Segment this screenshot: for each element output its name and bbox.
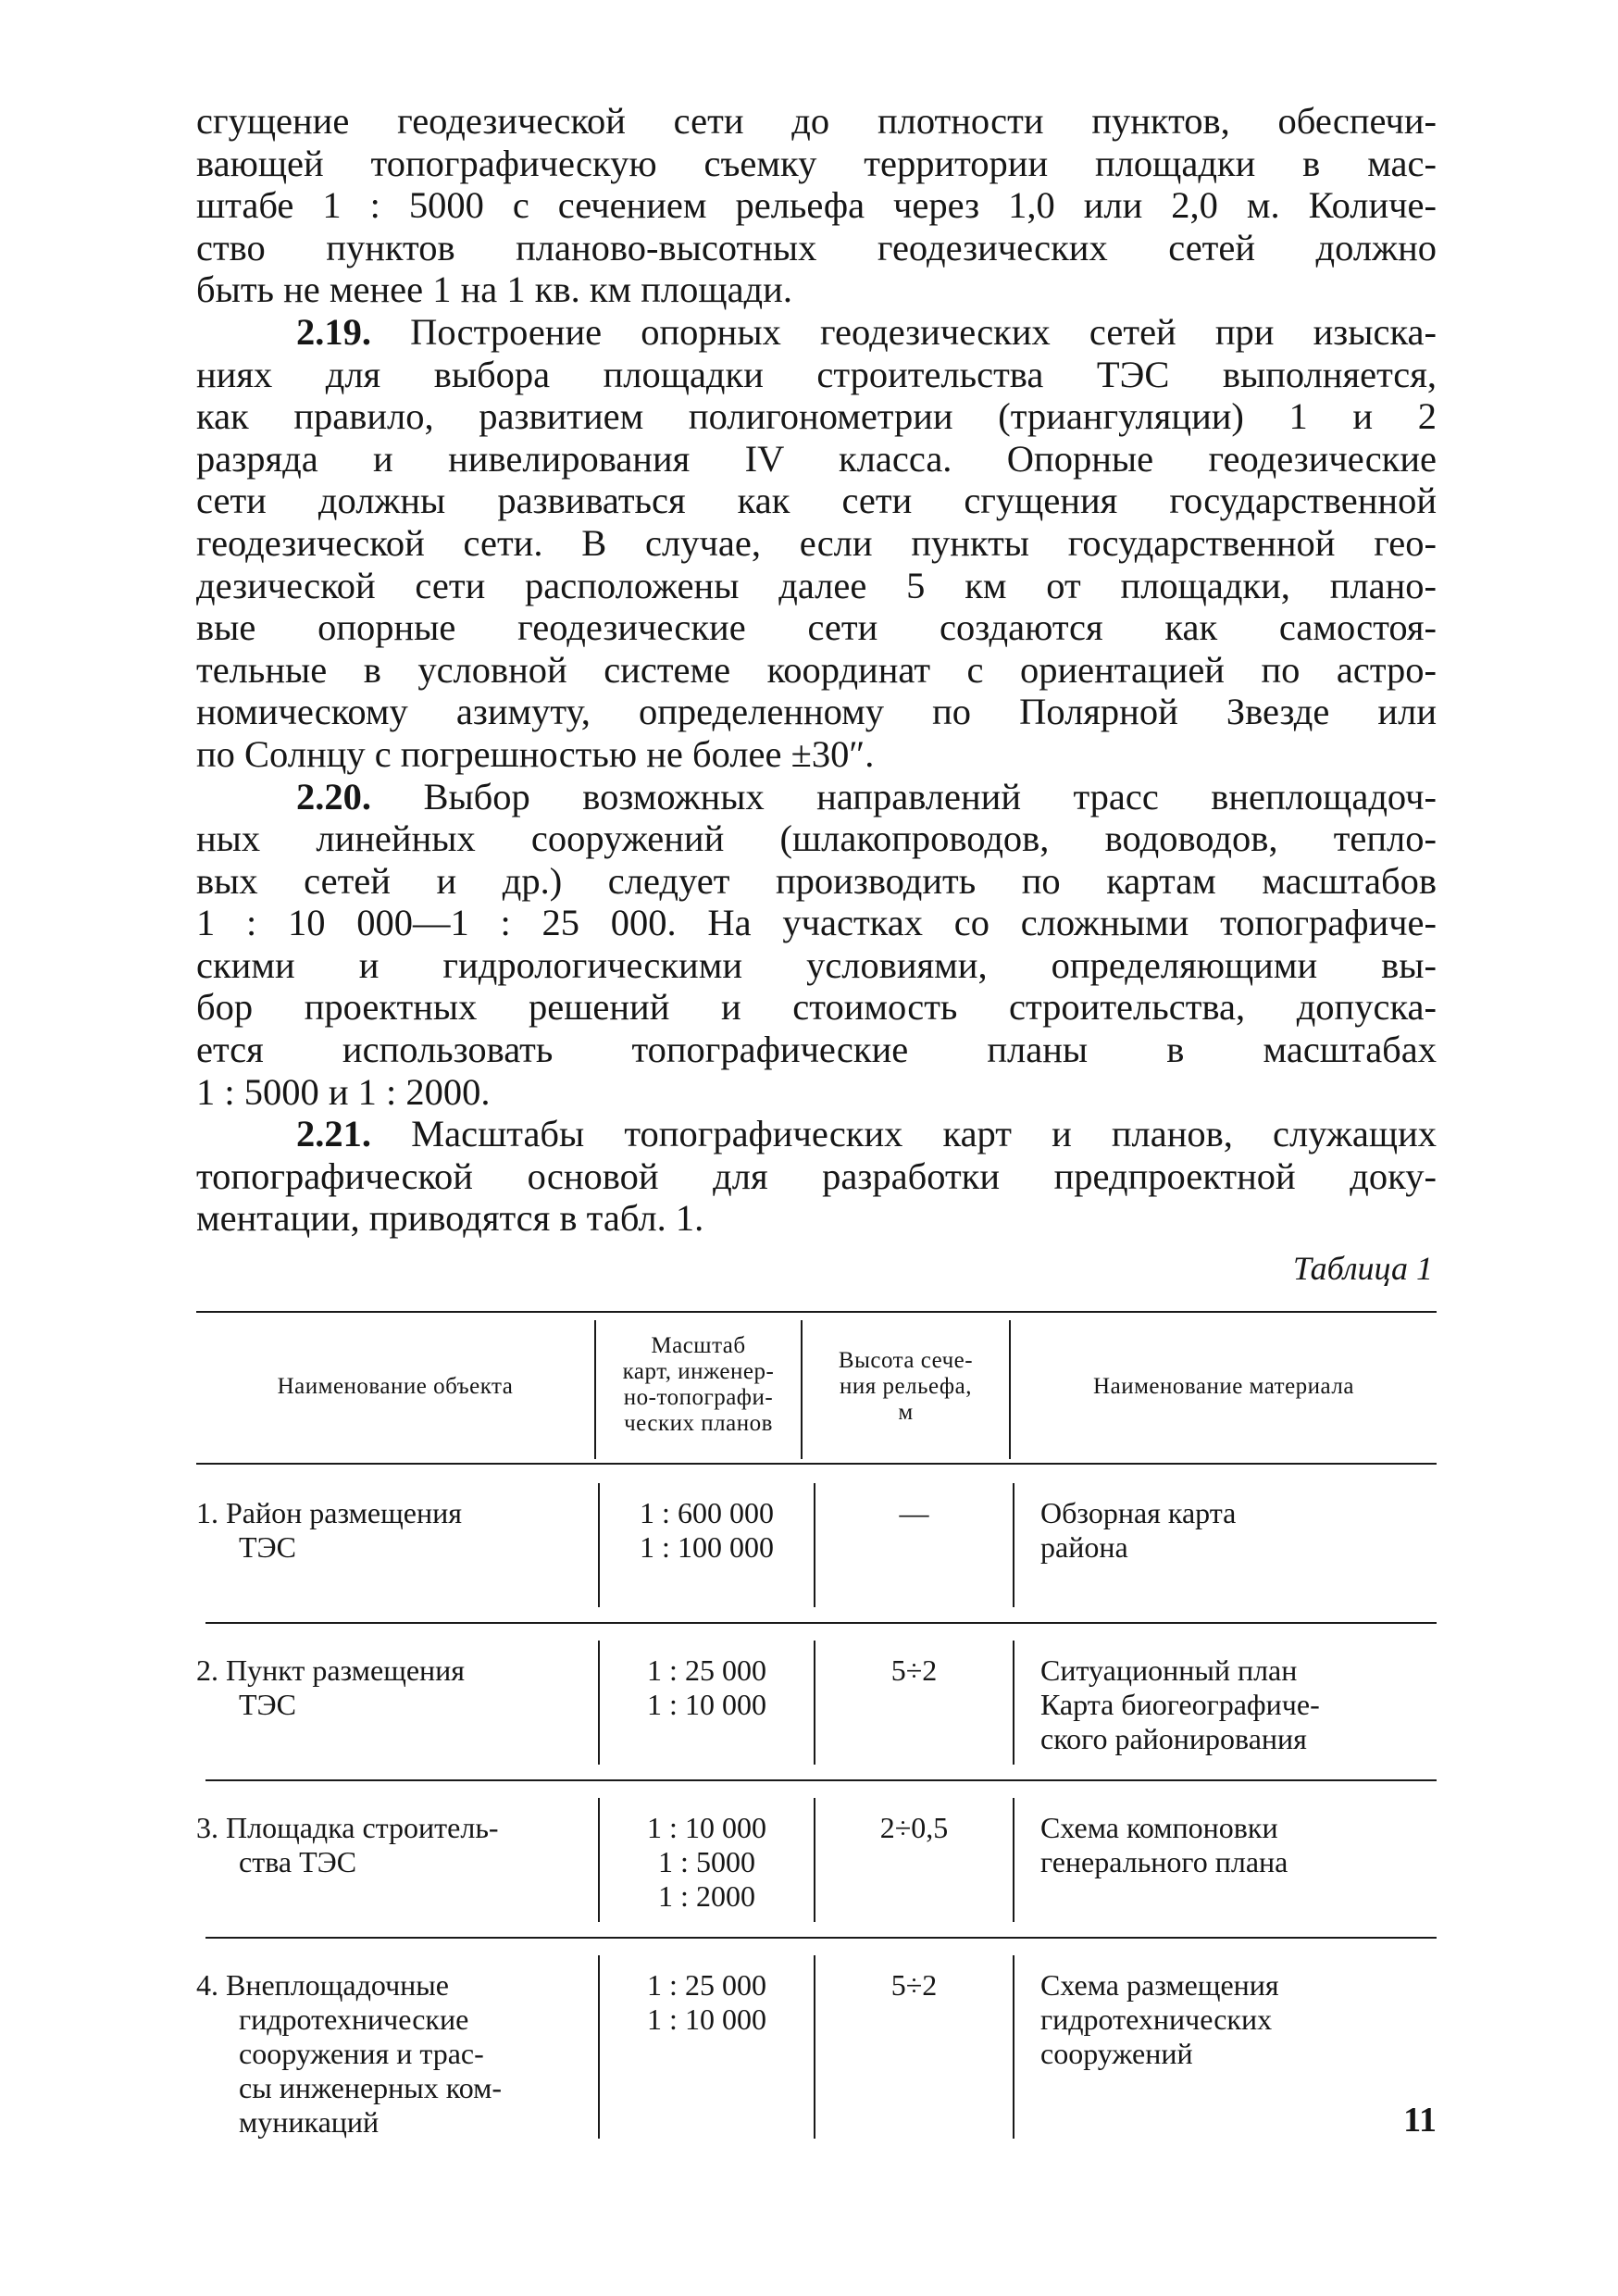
cell-line: Схема размещения xyxy=(1040,1968,1279,2002)
text-line xyxy=(196,184,1437,227)
text-line-content: штабе 1 : 5000 с сечением рельефа через 1,0 или 2,0 м. Количе- xyxy=(196,184,1437,227)
text-line xyxy=(196,565,1437,607)
text-line xyxy=(196,1155,1437,1198)
text-line xyxy=(196,1029,1437,1071)
page-number: 11 xyxy=(1403,2101,1437,2140)
header-height-line: ния рельефа, xyxy=(840,1374,972,1399)
cell-line: 4. Внеплощадочные xyxy=(196,1968,449,2002)
text-line-content: топографической основой для разработки предпроектной доку- xyxy=(196,1154,1437,1197)
cell-line: Обзорная карта xyxy=(1040,1496,1237,1529)
header-height xyxy=(803,1348,1009,1426)
cell-line: сооружения и трас- xyxy=(239,2037,484,2070)
text-line xyxy=(196,606,1437,649)
row2-vrule-3 xyxy=(1013,1641,1014,1765)
text-line xyxy=(196,268,1437,311)
text-line-content: сгущение геодезической сети до плотности пунктов, обеспечи- xyxy=(196,100,1437,142)
text-line xyxy=(196,860,1437,903)
cell-line: 1 : 2000 xyxy=(658,1879,755,1913)
table-top-rule xyxy=(196,1311,1437,1313)
text-line-content: вые опорные геодезические сети создаются как самостоя- xyxy=(196,606,1437,649)
text-line xyxy=(196,649,1437,692)
text-line-content: бор проектных решений и стоимость строительства, допуска- xyxy=(196,986,1437,1029)
cell-line: 5÷2 xyxy=(890,1968,938,2002)
row2-scale xyxy=(600,1653,814,1722)
text-line xyxy=(196,227,1437,269)
text-line xyxy=(196,522,1437,565)
row2-height xyxy=(815,1653,1013,1688)
cell-line: гидротехнические xyxy=(239,2003,469,2036)
text-line-content: номическому азимуту, определенному по Полярной Звезде или xyxy=(196,691,1437,733)
text-line-content: вых сетей и др.) следует производить по картам масштабов xyxy=(196,859,1437,902)
cell-line: 1. Район размещения xyxy=(196,1496,462,1529)
cell-line: 5÷2 xyxy=(890,1653,938,1687)
text-line-content: быть не менее 1 на 1 кв. км площади. xyxy=(196,268,792,311)
text-line-content: по Солнцу с погрешностью не более ±30″. xyxy=(196,732,875,775)
text-line-content: разряда и нивелирования IV класса. Опорные геодезические xyxy=(196,437,1437,480)
text-line xyxy=(196,1197,1437,1240)
row1-scale xyxy=(600,1496,814,1565)
header-height-line: Высота сече- xyxy=(838,1348,974,1373)
header-object xyxy=(196,1374,594,1400)
header-scale-line: карт, инженер- xyxy=(622,1359,775,1384)
cell-line: 3. Площадка строитель- xyxy=(196,1811,499,1844)
section-number: 2.20. xyxy=(296,775,371,817)
table-header-rule xyxy=(196,1463,1437,1465)
header-object-text: Наименование объекта xyxy=(277,1374,514,1399)
cell-line: 1 : 600 000 xyxy=(640,1496,774,1529)
text-line-content: ниях для выбора площадки строительства ТЭС выполняется, xyxy=(196,353,1437,395)
text-line xyxy=(196,986,1437,1029)
cell-line: 1 : 25 000 xyxy=(647,1653,766,1687)
section-number: 2.21. xyxy=(296,1113,371,1155)
cell-line: муникаций xyxy=(239,2105,380,2139)
text-line-content: ных линейных сооружений (шлакопроводов, водоводов, тепло- xyxy=(196,817,1437,860)
cell-line: генерального плана xyxy=(1040,1845,1288,1878)
text-line xyxy=(196,817,1437,860)
text-line-content: 1 : 10 000—1 : 25 000. На участках со сложными топографиче- xyxy=(196,902,1437,944)
cell-line: 1 : 5000 xyxy=(658,1845,755,1878)
row3-vrule-3 xyxy=(1013,1798,1014,1922)
row2-object xyxy=(196,1653,594,1722)
row-rule-3 xyxy=(205,1937,1437,1939)
text-line-content: Масштабы топографических карт и планов, служащих xyxy=(371,1113,1437,1155)
text-line xyxy=(196,354,1437,396)
text-line-content: Построение опорных геодезических сетей при изыска- xyxy=(371,310,1437,353)
cell-line: сы инженерных ком- xyxy=(239,2071,503,2104)
text-line-content: геодезической сети. В случае, если пункты государственной гео- xyxy=(196,521,1437,564)
cell-line: сооружений xyxy=(1040,2037,1193,2070)
row1-material xyxy=(1040,1496,1437,1565)
cell-line: Ситуационный план xyxy=(1040,1653,1298,1687)
cell-line: ТЭС xyxy=(239,1688,297,1721)
text-line xyxy=(196,438,1437,480)
text-line-content: ется использовать топографические планы в масштабах xyxy=(196,1029,1437,1071)
text-line xyxy=(196,1113,1437,1155)
row2-material xyxy=(1040,1653,1437,1756)
text-line xyxy=(196,480,1437,522)
row1-height xyxy=(815,1496,1013,1530)
table-caption: Таблица 1 xyxy=(1292,1250,1433,1288)
cell-line: Схема компоновки xyxy=(1040,1811,1278,1844)
row3-material xyxy=(1040,1811,1437,1879)
header-height-line: м xyxy=(898,1400,914,1425)
row3-height xyxy=(815,1811,1013,1845)
text-line xyxy=(196,1071,1437,1114)
cell-line: Карта биогеографиче- xyxy=(1040,1688,1320,1721)
header-material-text: Наименование материала xyxy=(1093,1374,1354,1399)
cell-line: 2÷0,5 xyxy=(879,1811,949,1844)
row4-height xyxy=(815,1968,1013,2003)
cell-line: 1 : 25 000 xyxy=(647,1968,766,2002)
cell-line: гидротехнических xyxy=(1040,2003,1273,2036)
text-line-content: 1 : 5000 и 1 : 2000. xyxy=(196,1070,491,1113)
row1-object xyxy=(196,1496,594,1565)
row4-material xyxy=(1040,1968,1437,2071)
text-line xyxy=(196,395,1437,438)
row1-vrule-3 xyxy=(1013,1483,1014,1607)
text-line-content: Выбор возможных направлений трасс внеплощадоч- xyxy=(371,775,1437,817)
header-scale-line: ческих планов xyxy=(624,1411,773,1436)
text-line-content: дезической сети расположены далее 5 км от площадки, плано- xyxy=(196,564,1437,606)
row-rule-1 xyxy=(205,1622,1437,1624)
text-line-content: как правило, развитием полигонометрии (триангуляции) 1 и 2 xyxy=(196,395,1437,438)
text-line-content: ство пунктов планово-высотных геодезических сетей должно xyxy=(196,226,1437,268)
text-line xyxy=(196,143,1437,185)
text-line-content: ментации, приводятся в табл. 1. xyxy=(196,1197,704,1240)
text-line xyxy=(196,100,1437,143)
text-line xyxy=(196,902,1437,944)
cell-line: района xyxy=(1040,1530,1128,1564)
header-scale-line: но-топографи- xyxy=(623,1385,774,1410)
cell-line: 1 : 10 000 xyxy=(647,2003,766,2036)
text-line xyxy=(196,311,1437,354)
row4-object xyxy=(196,1968,594,2140)
table-1 xyxy=(196,1311,1437,2144)
text-line-content: скими и гидрологическими условиями, определяющими вы- xyxy=(196,943,1437,986)
text-line xyxy=(196,776,1437,818)
cell-line: 1 : 10 000 xyxy=(647,1811,766,1844)
header-material xyxy=(1011,1374,1437,1400)
text-line-content: сети должны развиваться как сети сгущения государственной xyxy=(196,480,1437,522)
page-body xyxy=(196,100,1437,2139)
cell-line: ТЭС xyxy=(239,1530,297,1564)
cell-line: ского районирования xyxy=(1040,1722,1307,1755)
cell-line: — xyxy=(899,1496,929,1529)
row4-vrule-3 xyxy=(1013,1955,1014,2139)
cell-line: ства ТЭС xyxy=(239,1845,357,1878)
text-line xyxy=(196,691,1437,733)
row3-object xyxy=(196,1811,594,1879)
row-rule-2 xyxy=(205,1779,1437,1781)
body-text xyxy=(196,100,1437,1240)
header-scale-line: Масштаб xyxy=(651,1333,746,1358)
row4-scale xyxy=(600,1968,814,2037)
text-line xyxy=(196,944,1437,987)
header-scale xyxy=(596,1333,801,1437)
row3-scale xyxy=(600,1811,814,1914)
text-line-content: тельные в условной системе координат с ориентацией по астро- xyxy=(196,648,1437,691)
cell-line: 2. Пункт размещения xyxy=(196,1653,465,1687)
cell-line: 1 : 10 000 xyxy=(647,1688,766,1721)
text-line xyxy=(196,733,1437,776)
text-line-content: вающей топографическую съемку территории площадки в мас- xyxy=(196,142,1437,184)
section-number: 2.19. xyxy=(296,310,371,353)
cell-line: 1 : 100 000 xyxy=(640,1530,774,1564)
